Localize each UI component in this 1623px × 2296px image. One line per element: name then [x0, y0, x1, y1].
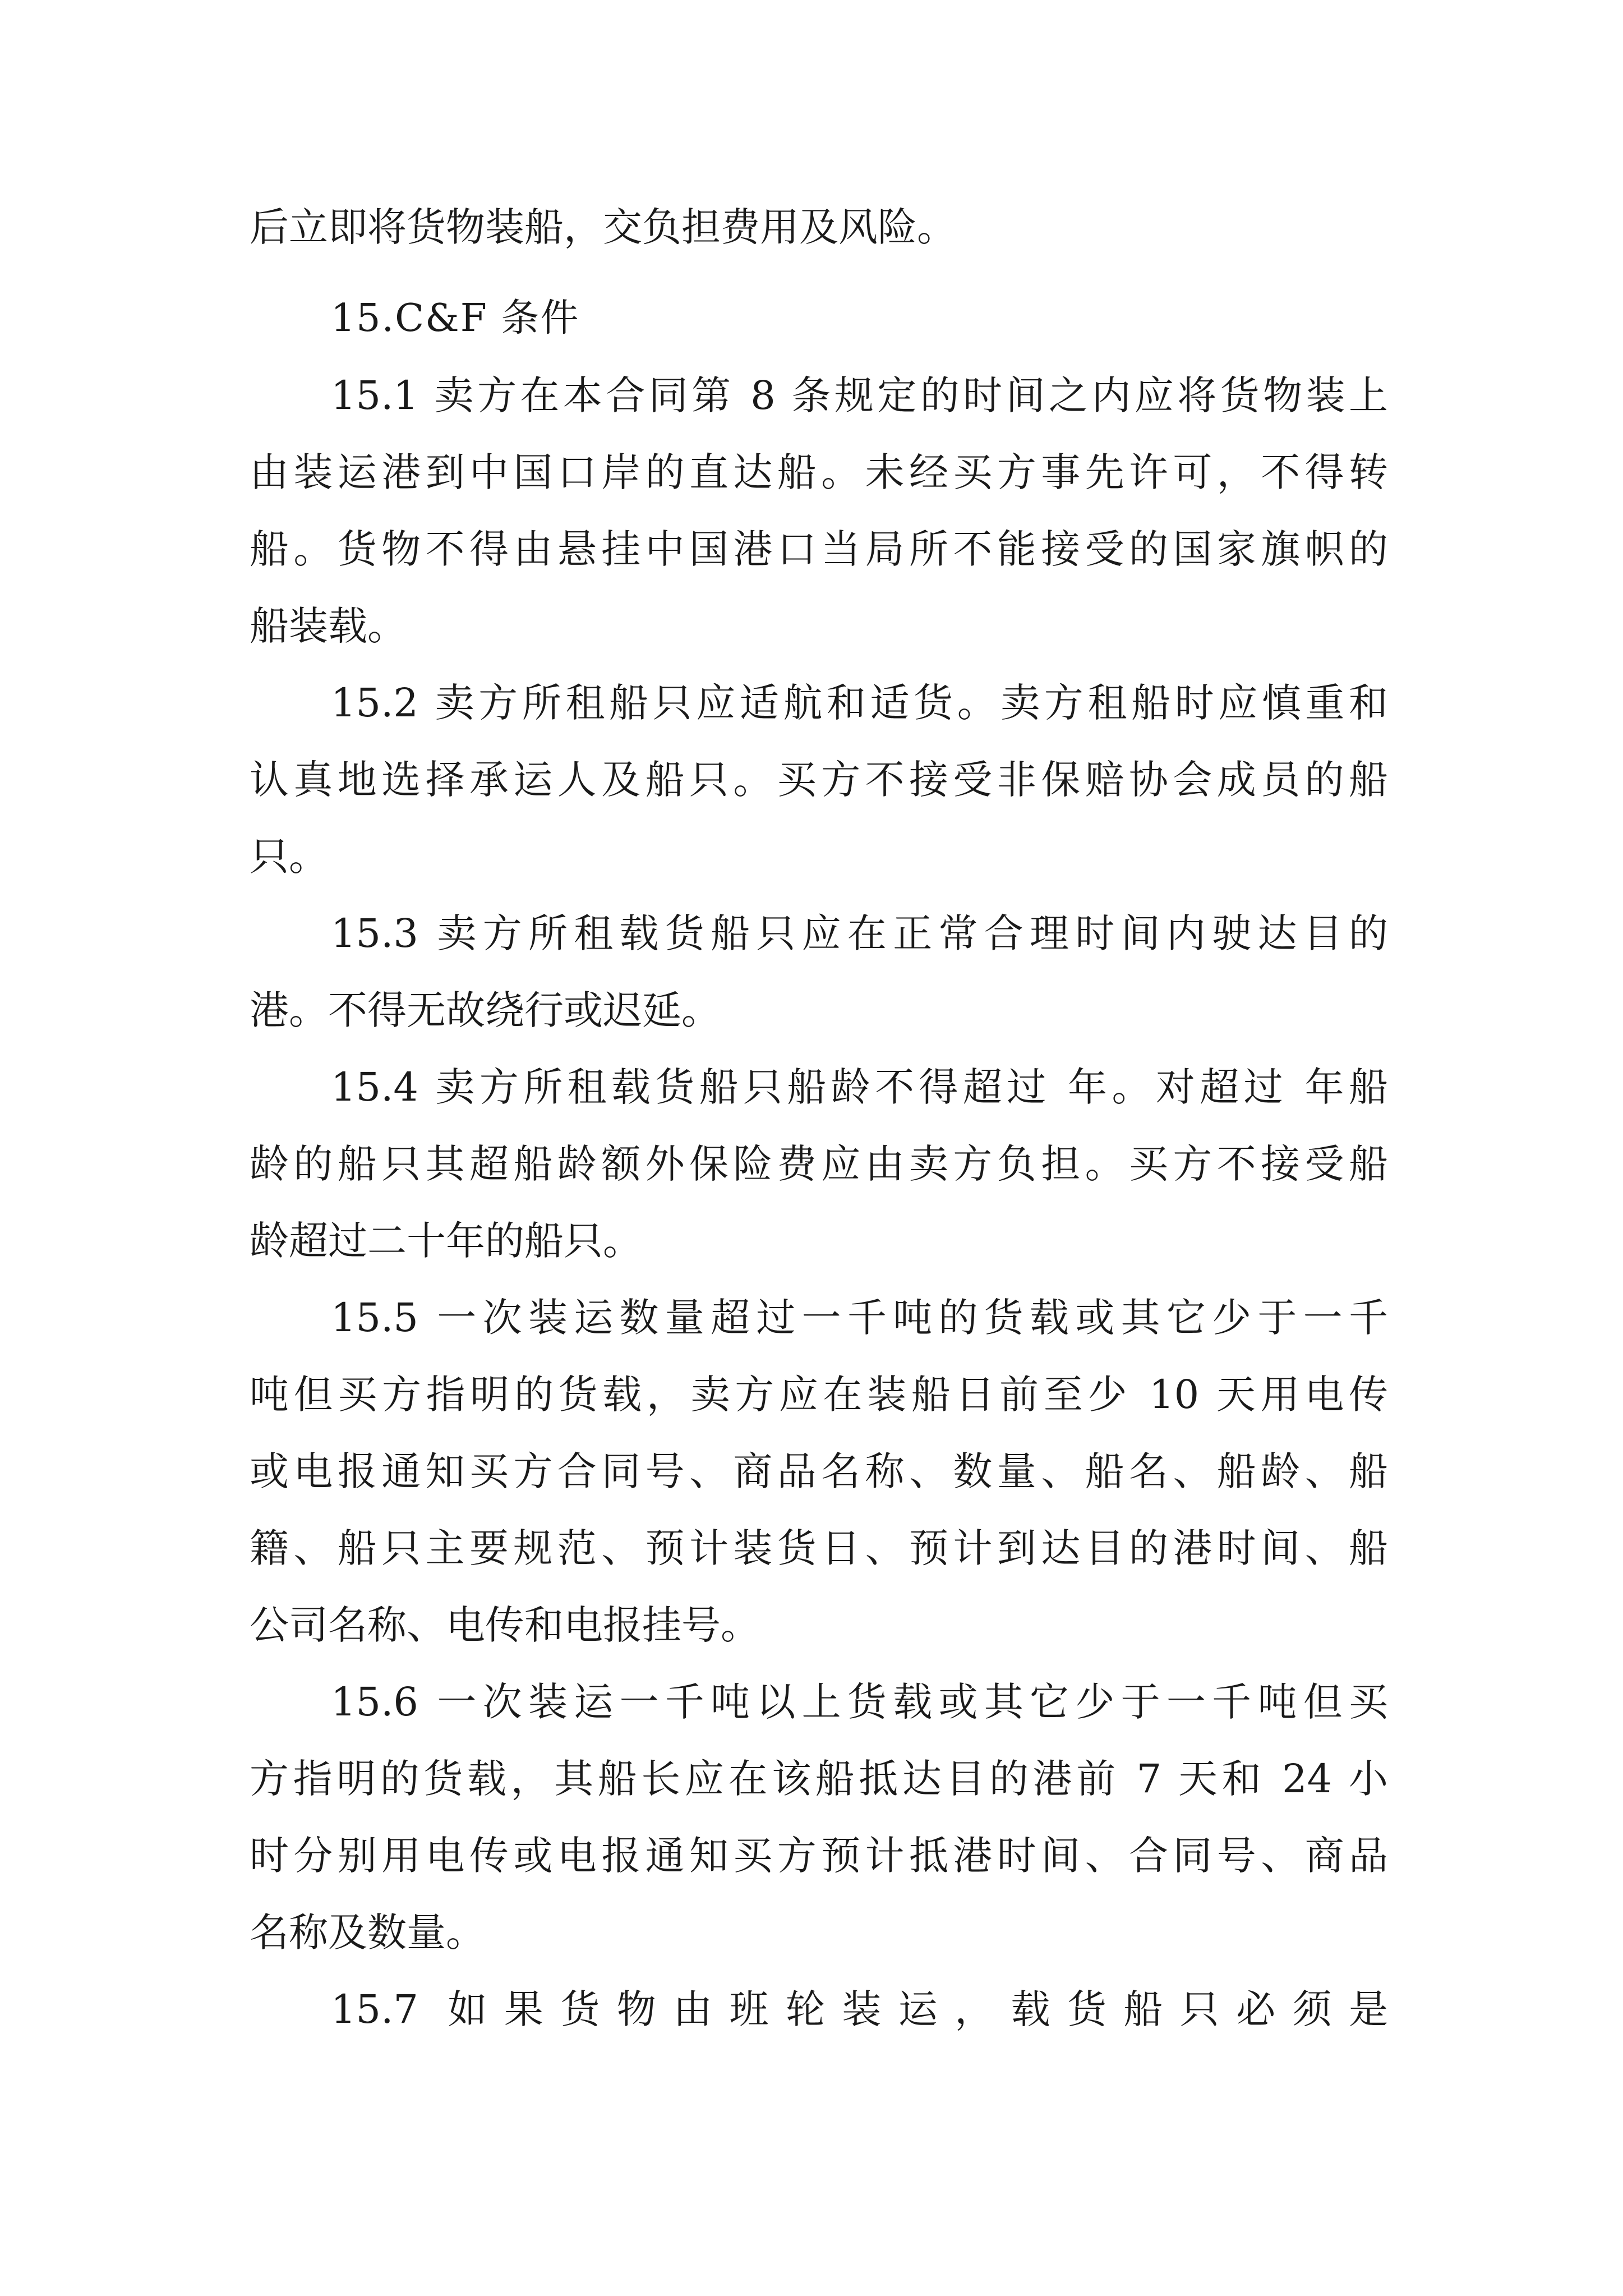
text-line: 后立即将货物装船，交负担费用及风险。: [250, 204, 956, 250]
text-line: 15.4 卖方所租载货船只船龄不得超过 年。对超过 年船: [331, 1064, 1388, 1110]
text-line: 只。: [250, 834, 328, 880]
text-line: 方指明的货载，其船长应在该船抵达目的港前 7 天和 24 小: [250, 1756, 1388, 1802]
text-line: 龄的船只其超船龄额外保险费应由卖方负担。买方不接受船: [250, 1141, 1388, 1187]
text-line: 15.7 如果货物由班轮装运，载货船只必须是: [331, 1986, 1388, 2032]
text-line: 15.5 一次装运数量超过一千吨的货载或其它少于一千: [331, 1295, 1388, 1341]
text-line: 船装载。: [250, 603, 407, 649]
text-line: 吨但买方指明的货载，卖方应在装船日前至少 10 天用电传: [250, 1372, 1388, 1418]
text-line: 公司名称、电传和电报挂号。: [250, 1602, 760, 1648]
text-line: 15.3 卖方所租载货船只应在正常合理时间内驶达目的: [331, 910, 1388, 956]
text-line: 认真地选择承运人及船只。买方不接受非保赔协会成员的船: [250, 757, 1388, 803]
text-line: 龄超过二十年的船只。: [250, 1218, 642, 1264]
text-line: 港。不得无故绕行或迟延。: [250, 987, 721, 1033]
text-line: 名称及数量。: [250, 1910, 485, 1955]
section-heading: 15.C&F 条件: [331, 296, 580, 341]
text-line: 时分别用电传或电报通知买方预计抵港时间、合同号、商品: [250, 1833, 1388, 1879]
text-line: 籍、船只主要规范、预计装货日、预计到达目的港时间、船: [250, 1525, 1388, 1571]
text-line: 由装运港到中国口岸的直达船。未经买方事先许可，不得转: [250, 449, 1388, 495]
text-line: 15.6 一次装运一千吨以上货载或其它少于一千吨但买: [331, 1679, 1388, 1725]
text-line: 或电报通知买方合同号、商品名称、数量、船名、船龄、船: [250, 1448, 1388, 1494]
text-line: 15.1 卖方在本合同第 8 条规定的时间之内应将货物装上: [331, 372, 1388, 418]
text-line: 船。货物不得由悬挂中国港口当局所不能接受的国家旗帜的: [250, 526, 1388, 572]
text-line: 15.2 卖方所租船只应适航和适货。卖方租船时应慎重和: [331, 680, 1388, 726]
